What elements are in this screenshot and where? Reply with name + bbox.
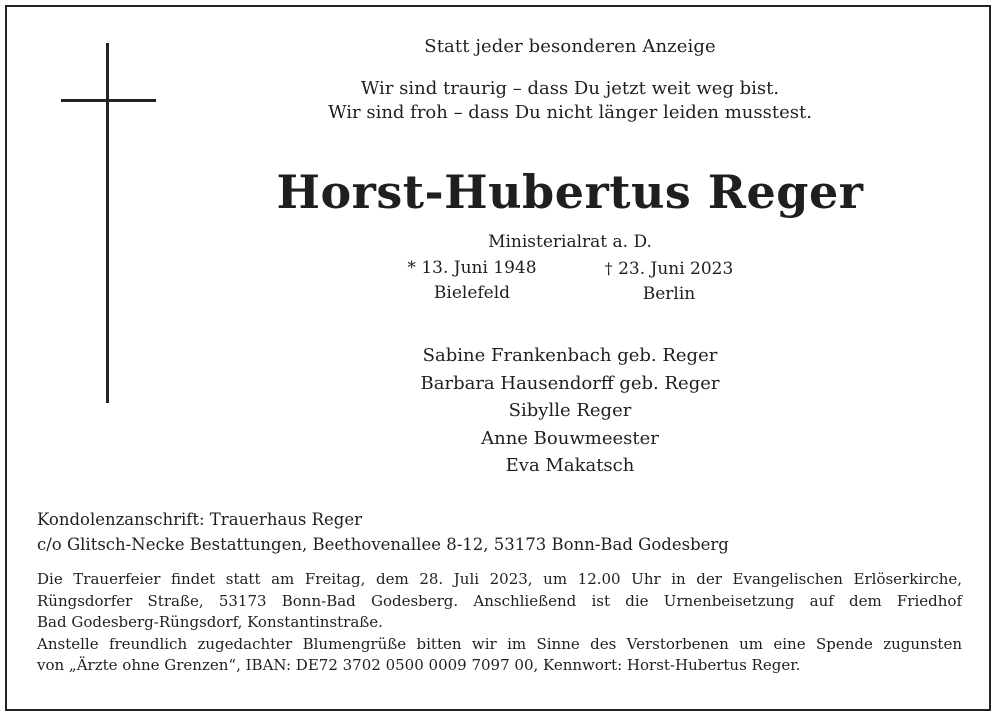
condolence-line-2: c/o Glitsch-Necke Bestattungen, Beethovenallee 8-12, 53173 Bonn-Bad Godesberg	[37, 535, 729, 554]
death-place: Berlin	[642, 284, 696, 304]
death-info	[569, 256, 769, 307]
verse-line-1: Wir sind traurig – dass Du jetzt weit weg bist.	[360, 78, 780, 99]
cross-vertical-bar	[106, 43, 109, 403]
mourner: Sibylle Reger	[508, 400, 632, 421]
condolence-line-1: Kondolenzanschrift: Trauerhaus Reger	[37, 510, 363, 529]
mourner: Barbara Hausendorff geb. Reger	[420, 372, 720, 394]
donation-line-2: von „Ärzte ohne Grenzen“, IBAN: DE72 3702 0500 0009 7097 00, Kennwort: Horst-Hubertus Reger.	[37, 656, 801, 674]
condolence-address	[37, 507, 729, 557]
mourners-list	[350, 342, 790, 480]
funeral-line-2: Rüngsdorfer Straße, 53173 Bonn-Bad Godesberg. Anschließend ist die Urnenbeisetzung auf dem Friedhof	[37, 591, 962, 610]
birth-date: 13. Juni 1948	[421, 258, 537, 278]
verse-line-2: Wir sind froh – dass Du nicht länger leiden musstest.	[328, 102, 812, 123]
birth-place: Bielefeld	[433, 283, 511, 303]
donation-line-1: Anstelle freundlich zugedachter Blumengrüße bitten wir im Sinne des Verstorbenen um eine Spende zugunsten	[37, 634, 962, 653]
birth-symbol: *	[407, 258, 416, 278]
verse	[280, 77, 860, 125]
funeral-line-3: Bad Godesberg-Rüngsdorf, Konstantinstraße.	[37, 613, 383, 631]
mourner: Anne Bouwmeester	[481, 427, 659, 449]
mourner: Sabine Frankenbach geb. Reger	[422, 345, 718, 366]
notice-heading: Statt jeder besonderen Anzeige	[424, 36, 716, 57]
deceased-title: Ministerialrat a. D.	[488, 232, 652, 252]
birth-info	[372, 256, 572, 306]
death-date: 23. Juni 2023	[618, 259, 734, 279]
dagger-icon: †	[604, 259, 613, 278]
deceased-name: Horst-Hubertus Reger	[276, 165, 864, 219]
cross-horizontal-bar	[61, 99, 156, 102]
funeral-line-1: Die Trauerfeier findet statt am Freitag, dem 28. Juli 2023, um 12.00 Uhr in der Evangelischen Erlöserkirche,	[37, 570, 962, 588]
funeral-info	[37, 569, 962, 677]
mourner: Eva Makatsch	[505, 455, 635, 476]
